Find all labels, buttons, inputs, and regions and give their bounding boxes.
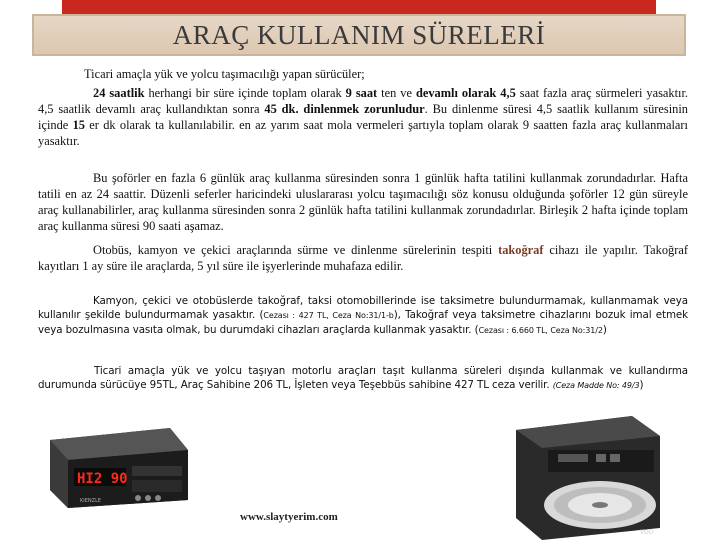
- device-brand-text: KIENZLE: [80, 498, 102, 504]
- device-display-text: HI2 90: [77, 471, 128, 487]
- bold-15: 15: [72, 118, 85, 132]
- text-span: . Bu dinlenme süresi 4,5 saatlik kullanım süresinin içinde: [38, 102, 688, 132]
- text-span: Ticari amaçla yük ve yolcu taşıyan motorlu araçları taşıt kullanma süreleri dışında kullanmak ve kullandırma durumunda sürücüye 95TL, Araç Sahibine 206 TL, İşleten veya Teşebbüs sahibine 427 TL ceza verilir.: [38, 365, 688, 391]
- paragraph-fines: [38, 364, 688, 393]
- footer-url: www.slaytyerim.com: [240, 511, 338, 523]
- text-span: ): [639, 379, 644, 391]
- paragraph-driving-limits: [38, 66, 688, 149]
- tachograph-device-image: [40, 410, 190, 510]
- penalty-reference: (Ceza Madde No: 49/3: [552, 381, 640, 390]
- text-span: er dk olarak ta kullanılabilir. en az yarım saat mola vermeleri şartıyla toplam olarak 9 saatten fazla araç kullanmaları yasaktır.: [38, 118, 689, 148]
- bold-24-hours: 24 saatlik: [93, 86, 145, 100]
- tachograph-disc-image: [512, 410, 662, 540]
- text-span: cihazı ile yapılır. Takoğraf kayıtları 1 ay süre ile araçlarda, 5 yıl süre ile işyerlerinde muhafaza edilir.: [38, 243, 688, 273]
- text-span: ), Takoğraf veya taksimetre cihazlarını bozuk imal etmek veya bozulmasına vasıta olmak, bu durumdaki cihazları araçlarda kullanmak yasaktır. (: [38, 309, 688, 336]
- text-span: ten ve: [377, 86, 416, 100]
- text-span: herhangi bir süre içinde toplam olarak: [144, 86, 346, 100]
- title-banner: [32, 14, 686, 56]
- paragraph-penalties: [38, 294, 688, 338]
- page-title: ARAÇ KULLANIM SÜRELERİ: [172, 19, 546, 50]
- paragraph-text: Bu şoförler en fazla 6 günlük araç kullanma süresinden sonra 1 günlük hafta tatilini kullanmak zorundadırlar. Hafta tatili en az 24 saattir. Düzenli seferler haricindeki uluslararası yolcu taşımacılığı söz konusu olduğunda şoförler 12 gün süreyle araç kullanabilirler, araç kullanma süresinden sonra 2 günlük hafta tatilini kullanmak zorundadırlar. Birleşik 2 hafta içinde toplam araç kullanma süresi 90 saati aşamaz.: [38, 171, 688, 233]
- text-span: ): [602, 324, 607, 336]
- paragraph-tachograph: [38, 242, 688, 274]
- top-accent-bar: [62, 0, 656, 14]
- penalty-reference: Cezası : 6.660 TL, Ceza No:31/2: [478, 326, 603, 335]
- text-span: saat fazla araç sürmeleri yasaktır. 4,5 saatlik devamlı araç kullandıktan sonra: [38, 86, 689, 116]
- paragraph-heading: Ticari amaçla yük ve yolcu taşımacılığı yapan sürücüler;: [84, 67, 365, 81]
- device-brand-text: VDO: [640, 529, 654, 536]
- bold-9-hours: 9 saat: [345, 86, 378, 100]
- paragraph-weekly-rest: [38, 170, 688, 234]
- text-span: Kamyon, çekici ve otobüslerde takoğraf, taksi otomobillerinde ise taksimetre bulundurmamak, kullanmamak veya kullanılır şekilde bulundurmamak yasaktır. (: [38, 295, 688, 321]
- penalty-reference: Cezası : 427 TL, Ceza No:31/1-b: [263, 311, 394, 320]
- text-span: Otobüs, kamyon ve çekici araçlarında sürme ve dinlenme sürelerinin tespiti: [93, 243, 499, 257]
- bold-rest-required: 45 dk. dinlenmek zorunludur: [264, 102, 425, 116]
- bold-continuous: devamlı olarak 4,5: [415, 86, 516, 100]
- accent-tachograph: takoğraf: [498, 243, 544, 257]
